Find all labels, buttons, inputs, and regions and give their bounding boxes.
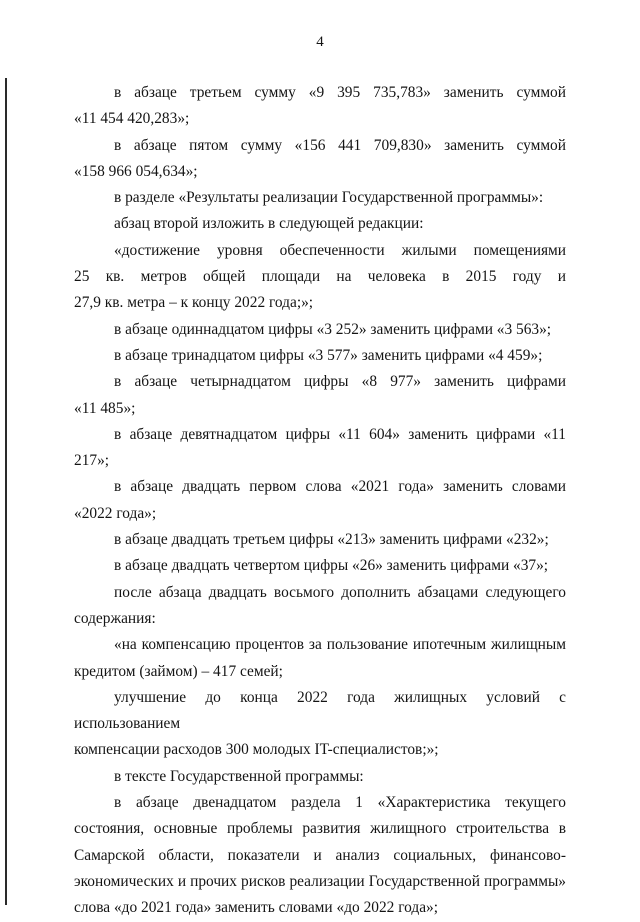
paragraph — [74, 527, 566, 553]
text-line: состояния, основные проблемы развития жилищного строительства в — [74, 820, 566, 838]
paragraph — [74, 764, 566, 790]
paragraph — [74, 685, 566, 764]
text-line: в разделе «Результаты реализации Государственной программы»: — [114, 189, 544, 207]
text-line: в абзаце двенадцатом раздела 1 «Характеристика текущего — [114, 794, 566, 812]
text-line: абзац второй изложить в следующей редакции: — [114, 215, 424, 233]
text-line: «11 454 420,283»; — [74, 110, 190, 128]
text-line: в абзаце девятнадцатом цифры «11 604» заменить цифрами «11 217»; — [74, 425, 566, 470]
text-line: в абзаце двадцать первом слова «2021 года» заменить словами — [114, 478, 566, 496]
text-line: 27,9 кв. метра – к концу 2022 года;»; — [74, 294, 314, 312]
text-line: в абзаце четырнадцатом цифры «8 977» заменить цифрами — [114, 373, 566, 391]
paragraph — [74, 238, 566, 317]
text-line: экономических и прочих рисков реализации Государственной программы» — [74, 872, 566, 890]
paragraph — [74, 211, 566, 237]
text-line: содержания: — [74, 609, 156, 627]
left-margin-rule — [5, 78, 7, 905]
text-line: в абзаце пятом сумму «156 441 709,830» заменить суммой — [114, 136, 566, 154]
text-line: кредитом (займом) – 417 семей; — [74, 662, 283, 680]
text-line: «158 966 054,634»; — [74, 162, 198, 180]
text-line: в абзаце одиннадцатом цифры «3 252» заменить цифрами «3 563»; — [114, 320, 552, 338]
paragraph — [74, 632, 566, 685]
text-line: 25 кв. метров общей площади на человека в 2015 году и — [74, 268, 566, 286]
text-line: «достижение уровня обеспеченности жилыми помещениями — [114, 241, 566, 259]
page-number: 4 — [316, 34, 324, 50]
paragraph — [74, 343, 566, 369]
paragraph — [74, 185, 566, 211]
text-line: Самарской области, показатели и анализ социальных, финансово- — [74, 846, 566, 864]
paragraph — [74, 317, 566, 343]
paragraph — [74, 422, 566, 475]
text-line: в абзаце двадцать третьем цифры «213» заменить цифрами «232»; — [114, 531, 549, 549]
paragraph — [74, 580, 566, 633]
text-line: в абзаце тринадцатом цифры «3 577» заменить цифрами «4 459»; — [114, 346, 543, 364]
text-line: «2022 года»; — [74, 504, 157, 522]
text-line: после абзаца двадцать восьмого дополнить абзацами следующего — [114, 583, 566, 601]
paragraph — [74, 369, 566, 422]
document-body — [74, 80, 566, 922]
text-line: в абзаце двадцать четвертом цифры «26» заменить цифрами «37»; — [114, 557, 549, 575]
text-line: слова «до 2021 года» заменить словами «до 2022 года»; — [74, 899, 439, 917]
text-line: в тексте Государственной программы: — [114, 767, 364, 785]
text-line: улучшение до конца 2022 года жилищных условий с использованием — [74, 688, 566, 733]
text-line: «11 485»; — [74, 399, 136, 417]
paragraph — [74, 790, 566, 921]
text-line: компенсации расходов 300 молодых IT-специалистов;»; — [74, 741, 439, 759]
paragraph — [74, 474, 566, 527]
paragraph — [74, 553, 566, 579]
text-line: в абзаце третьем сумму «9 395 735,783» заменить суммой — [114, 84, 566, 101]
text-line: «на компенсацию процентов за пользование ипотечным жилищным — [114, 636, 566, 654]
paragraph — [74, 133, 566, 186]
paragraph — [74, 80, 566, 133]
